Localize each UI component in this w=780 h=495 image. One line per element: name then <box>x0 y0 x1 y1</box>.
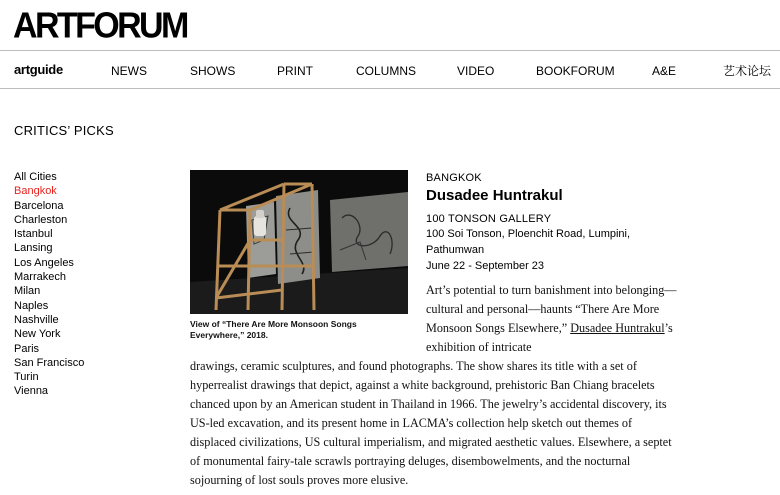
article-city: BANGKOK <box>426 172 482 184</box>
exhibition-dates: June 22 - September 23 <box>426 260 545 272</box>
city-link[interactable]: Turin <box>14 371 39 384</box>
city-link[interactable]: Charleston <box>14 213 68 226</box>
city-link[interactable]: Naples <box>14 299 49 312</box>
nav-a-and-e[interactable]: A&E <box>652 64 677 78</box>
nav-chinese[interactable]: 艺术论坛 <box>723 64 772 78</box>
city-link[interactable]: Los Angeles <box>14 256 74 269</box>
city-link[interactable]: Marrakech <box>14 271 66 284</box>
nav-bottom-divider <box>0 88 780 89</box>
city-link[interactable]: San Francisco <box>14 356 85 369</box>
city-link[interactable]: Paris <box>14 342 40 355</box>
nav-artguide[interactable]: artguide <box>14 62 63 77</box>
city-link-active[interactable]: Bangkok <box>14 185 57 198</box>
photo-caption: View of “There Are More Monsoon Songs Everywhere,” 2018. <box>190 319 357 340</box>
city-list <box>14 170 84 399</box>
city-link[interactable]: Lansing <box>14 242 53 255</box>
nav-print[interactable]: PRINT <box>277 64 313 78</box>
article-paragraph-body: drawings, ceramic sculptures, and found photographs. The show shares its title with a set of hyperrealist drawings that depict, against a white background, prehistoric Ban Chiang bracelets chanced upon by an American student in Thailand in 1966. The jewelry’s accidental discovery, its US-led excavation, and its present home in LACMA’s collection help sketch out themes of displaced civilizations, US cultural imperialism, and migrated aesthetic values. Elsewhere, a septet of monumental fairy-tale scrawls portraying deluges, disembowelments, and the nocturnal sojourning of lost souls proves more elusive. <box>190 359 672 487</box>
artforum-logo[interactable]: ARTFORUM <box>13 6 187 46</box>
city-link[interactable]: Nashville <box>14 313 59 326</box>
intro-text: Art’s potential to turn banishment into belonging—cultural and personal—haunts “There Are More Monsoon Songs Elsewhere,” <box>426 283 677 335</box>
city-link[interactable]: Barcelona <box>14 199 64 212</box>
article-artist: Dusadee Huntrakul <box>426 187 563 204</box>
section-title: CRITICS’ PICKS <box>14 123 114 138</box>
article-paragraph-intro <box>426 281 706 357</box>
nav-columns[interactable]: COLUMNS <box>356 64 417 78</box>
city-link[interactable]: Milan <box>14 285 41 298</box>
main-nav <box>0 51 780 88</box>
city-link[interactable]: All Cities <box>14 171 57 183</box>
venue-address: 100 Soi Tonson, Ploenchit Road, Lumpini, Pathumwan <box>426 228 631 256</box>
nav-news[interactable]: NEWS <box>111 64 147 78</box>
city-link[interactable]: Istanbul <box>14 228 53 241</box>
nav-video[interactable]: VIDEO <box>457 64 495 78</box>
city-link[interactable]: New York <box>14 328 61 341</box>
nav-shows[interactable]: SHOWS <box>190 64 236 78</box>
exhibition-photo[interactable] <box>190 170 408 314</box>
venue-name[interactable]: 100 TONSON GALLERY <box>426 213 552 225</box>
artist-link[interactable]: Dusadee Huntrakul <box>570 321 665 335</box>
installation-view-image <box>190 170 408 314</box>
city-link[interactable]: Vienna <box>14 385 49 398</box>
nav-bookforum[interactable]: BOOKFORUM <box>536 64 615 78</box>
article-header <box>426 172 756 274</box>
intro-text-end: ’s exhibition of intricate <box>426 321 673 354</box>
